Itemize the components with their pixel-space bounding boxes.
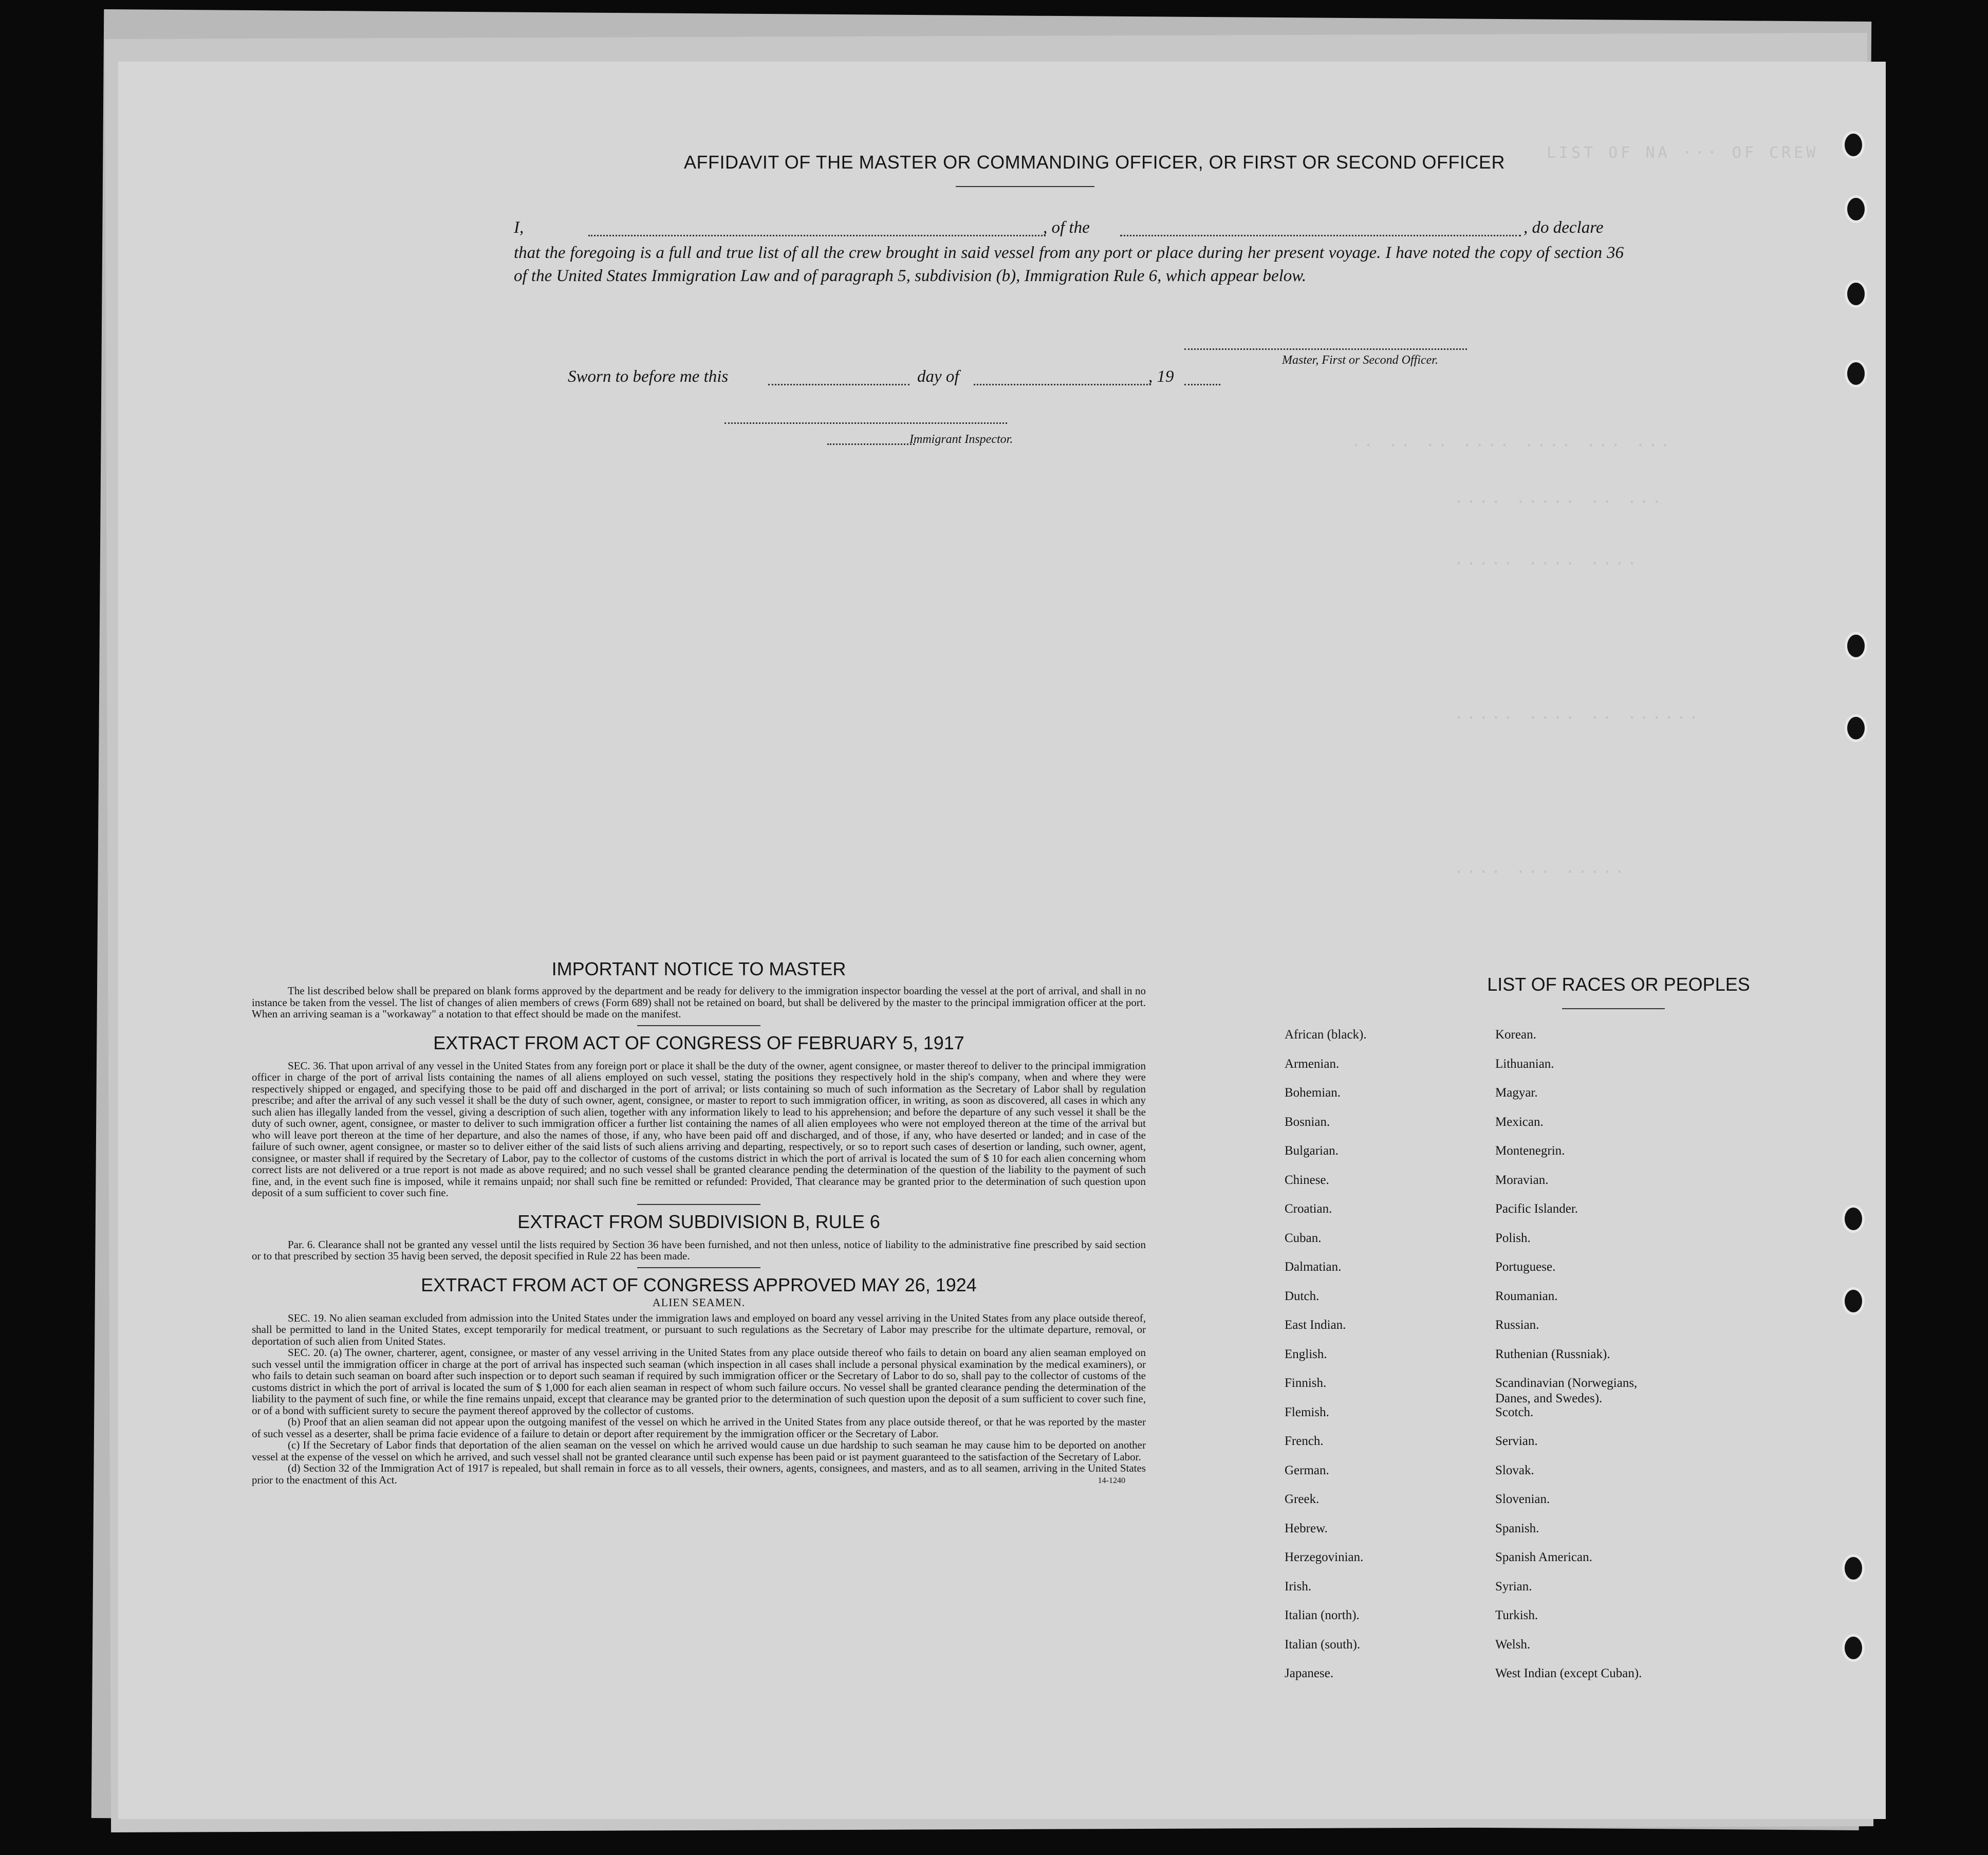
race-item: Croatian. — [1285, 1202, 1332, 1216]
form-code: 14-1240 — [1098, 1476, 1125, 1485]
inspector-dots — [827, 443, 915, 445]
race-item: English. — [1285, 1347, 1327, 1361]
inspector-signature-blank[interactable] — [724, 422, 1007, 424]
race-item: Greek. — [1285, 1492, 1320, 1506]
notice-title: IMPORTANT NOTICE TO MASTER — [551, 958, 846, 979]
race-item: Korean. — [1495, 1028, 1536, 1042]
race-item: Servian. — [1495, 1434, 1538, 1448]
extract-1917-block — [252, 1060, 1146, 1199]
affidavit-i: I, — [514, 218, 524, 237]
race-item: West Indian (except Cuban). — [1495, 1666, 1642, 1680]
race-item: Dutch. — [1285, 1289, 1320, 1303]
race-item: Italian (south). — [1285, 1637, 1361, 1652]
notice-text-block — [252, 985, 1146, 1020]
race-item: Hebrew. — [1285, 1521, 1328, 1535]
race-item: Spanish. — [1495, 1521, 1539, 1535]
binder-hole — [1845, 360, 1867, 387]
signature-blank[interactable] — [1184, 348, 1467, 350]
section-rule — [637, 1204, 760, 1205]
bleed-through: ···· ··· ····· — [1454, 863, 1627, 881]
inspector-label: Immigrant Inspector. — [909, 433, 1013, 446]
extract-1924-subtitle: ALIEN SEAMEN. — [652, 1295, 746, 1309]
race-item: Bohemian. — [1285, 1086, 1341, 1100]
signer-label: Master, First or Second Officer. — [1282, 354, 1438, 367]
race-item: Polish. — [1495, 1231, 1531, 1245]
races-title: LIST OF RACES OR PEOPLES — [1487, 974, 1750, 995]
race-item: Ruthenian (Russniak). — [1495, 1347, 1610, 1361]
race-item: French. — [1285, 1434, 1324, 1448]
affidavit-declare: , do declare — [1523, 218, 1604, 237]
year-blank[interactable] — [1184, 384, 1220, 385]
race-item: Bosnian. — [1285, 1115, 1330, 1129]
race-item: Welsh. — [1495, 1637, 1531, 1652]
extract-1924-para: SEC. 19. No alien seaman excluded from admission into the United States under the immigration laws and employed on board any vessel arriving in the United States from any place outside thereof, shall be permitted to land in the United States, except temporarily for medical treatment, or pursuant to such regulations as the Secretary of Labor may prescribe for the ultimate departure, removal, or deportation of such alien from United States. — [252, 1311, 1146, 1347]
race-item: Portuguese. — [1495, 1260, 1556, 1274]
day-of: day of — [917, 367, 959, 386]
binder-hole — [1842, 1554, 1865, 1582]
affidavit-of-the: , of the — [1043, 218, 1090, 237]
month-blank[interactable] — [974, 384, 1151, 385]
race-item: Bulgarian. — [1285, 1144, 1339, 1158]
extract-1924-para: SEC. 20. (a) The owner, charterer, agent, consignee, or master of any vessel arriving in the United States from any place outside thereof who fails to detain on board any alien seaman employed on such vessel until the immigration officer in charge at the port of arrival has inspected such seaman (which inspection in all cases shall include a personal physical examination by the medical examiners), or who fails to detain such seaman on board after such inspection or to deport such seaman if required by such immigration officer or the Secretary of Labor to do so, shall pay to the collector of customs of the customs district in which the port of arrival is located the sum of $ 1,000 for each alien seaman in respect of whom such failure occurs. No vessel shall be granted clearance pending the determination of the liability to the payment of such fine, or while the fine remains unpaid, except that clearance may be granted prior to the determination of such question upon the deposit of a sum sufficient to cover such fine, or of a bond with sufficient surety to secure the payment thereof approved by the collector of customs. — [252, 1346, 1146, 1417]
race-item: Syrian. — [1495, 1579, 1532, 1593]
extract-1924-title: EXTRACT FROM ACT OF CONGRESS APPROVED MAY 26, 1924 — [421, 1274, 977, 1295]
race-item: Russian. — [1495, 1318, 1539, 1332]
name-blank[interactable] — [588, 235, 1046, 236]
race-item: Slovak. — [1495, 1463, 1534, 1477]
race-item: Cuban. — [1285, 1231, 1322, 1245]
race-item: Roumanian. — [1495, 1289, 1558, 1303]
title-rule — [956, 186, 1094, 187]
binder-hole — [1845, 195, 1867, 223]
extract-1917-title: EXTRACT FROM ACT OF CONGRESS OF FEBRUARY 5, 1917 — [433, 1032, 964, 1053]
race-item: Italian (north). — [1285, 1608, 1360, 1622]
race-item: Lithuanian. — [1495, 1056, 1554, 1071]
section-rule — [637, 1025, 760, 1026]
title-rule — [1562, 1008, 1665, 1009]
year-prefix: , 19 — [1148, 367, 1174, 386]
affidavit-body-text: that the foregoing is a full and true list of all the crew brought in said vessel from any port or place during her present voyage. I have noted the copy of section 36 of the United States Immigration Law and of paragraph 5, subdivision (b), Immigration Rule 6, which appear below. — [514, 244, 1624, 285]
race-item: Scandinavian (Norwegians, — [1495, 1376, 1638, 1390]
bleed-through: ···· ····· ·· ··· — [1454, 493, 1665, 511]
extract-rule6-text: Par. 6. Clearance shall not be granted any vessel until the lists required by Section 36 have been furnished, and not then unless, notice of liability to the administrative fine prescribed by said section or to that prescribed by section 35 havig been served, the deposit specified in Rule 22 has been made. — [252, 1238, 1146, 1262]
bleed-through: ····· ···· ·· ······ — [1454, 709, 1702, 727]
binder-hole — [1842, 1634, 1865, 1662]
race-item: Finnish. — [1285, 1376, 1327, 1390]
race-item: African (black). — [1285, 1028, 1367, 1042]
race-item: Irish. — [1285, 1579, 1312, 1593]
binder-hole — [1842, 1287, 1865, 1315]
extract-1917-text: SEC. 36. That upon arrival of any vessel in the United States from any foreign port or place it shall be the duty of the owner, agent consignee, or master thereof to deliver to the principal immigration officer in charge of the port of arrival lists containing the names of all aliens employed on such vessel, stating the positions they respectively hold in the ship's company, when and where they were respectively shipped or engaged, and specifying those to be paid off and discharged in the port of arrival; or lists containing so much of such information as the Secretary of Labor shall by regulation prescribe; and after the arrival of any such vessel it shall be the duty of such owner, agent, consignee, or master to report to such immigration officer, in writing, as soon as discovered, all cases in which any such alien has illegally landed from the vessel, giving a description of such alien, together with any information likely to lead to his apprehension; and before the departure of any such vessel it shall be the duty of such owner, agent, consignee, or master to deliver to such immigration officer a further list containing the names of all alien employees who were not employed thereon at the time of the arrival but who will leave port thereon at the time of her departure, and also the names of those, if any, who have been paid off and discharged, and of those, if any, who have deserted or landed; and in case of the failure of such owner, agent consignee, or master so to deliver either of the said lists of such aliens arriving and departing, respectively, or so to report such cases of desertion or landing, such owner, agent, consignee, or master shall if required by the Secretary of Labor, pay to the collector of customs of the customs district in which the port of arrival is located the sum of $ 10 for each alien concerning whom correct lists are not delivered or a true report is not made as above required; and no such vessel shall be granted clearance pending the determination of the question of the liability to the payment of such fine, and, in the event such fine is imposed, while it remains unpaid; nor shall such fine be remitted or refunded: Provided, That clearance may be granted prior to the determination of such question upon deposit of a sum sufficient to cover such fine. — [252, 1059, 1146, 1199]
race-item: Chinese. — [1285, 1173, 1329, 1187]
extract-1924-para: (d) Section 32 of the Immigration Act of 1917 is repealed, but shall remain in force as to all vessels, their owners, agents, consignees, and masters, and as to all seamen, arriving in the United States prior to the enactment of this Act. — [252, 1462, 1146, 1486]
bleed-through: LIST OF NA ··· OF CREW — [1547, 144, 1819, 162]
binder-hole — [1845, 714, 1867, 742]
race-item: Dalmatian. — [1285, 1260, 1342, 1274]
notice-text: The list described below shall be prepared on blank forms approved by the department and be ready for delivery to the immigration inspector boarding the vessel at the port of arrival, and shall in no instance be taken from the vessel. The list of changes of alien members of crews (Form 689) shall not be retained on board, but shall be delivered by the master to the principal immigration officer at the port. When an arriving seaman is a "workaway" a notation to that effect should be made on the manifest. — [252, 985, 1146, 1020]
binder-hole — [1845, 280, 1867, 308]
affidavit-body — [514, 242, 1624, 288]
race-item: Flemish. — [1285, 1405, 1329, 1419]
race-item: Armenian. — [1285, 1056, 1340, 1071]
race-item: Danes, and Swedes). — [1495, 1392, 1603, 1405]
race-item: Scotch. — [1495, 1405, 1534, 1419]
sworn-prefix: Sworn to before me this — [568, 367, 729, 386]
race-item: Pacific Islander. — [1495, 1202, 1578, 1216]
extract-rule6-block — [252, 1239, 1146, 1262]
race-item: Japanese. — [1285, 1666, 1334, 1680]
race-item: Moravian. — [1495, 1173, 1549, 1187]
binder-hole — [1845, 632, 1867, 660]
extract-1924-para: (c) If the Secretary of Labor finds that deportation of the alien seaman on the vessel on which he arrived would cause un due hardship to such seaman he may cause him to be deported on another vessel at the expense of the vessel on which he arrived, and such vessel shall not be granted clearance until such expense has been paid or ist payment guaranteed to the satisfaction of the Secretary of Labor. — [252, 1439, 1146, 1463]
race-item: Slovenian. — [1495, 1492, 1550, 1506]
extract-rule6-title: EXTRACT FROM SUBDIVISION B, RULE 6 — [517, 1211, 880, 1232]
bleed-through: ····· ···· ···· — [1454, 555, 1640, 573]
race-item: East Indian. — [1285, 1318, 1346, 1332]
binder-hole — [1842, 1205, 1865, 1233]
extract-1924-block — [252, 1312, 1146, 1486]
race-item: German. — [1285, 1463, 1329, 1477]
race-item: Spanish American. — [1495, 1550, 1592, 1564]
race-item: Herzegovinian. — [1285, 1550, 1364, 1564]
vessel-blank[interactable] — [1120, 235, 1521, 236]
race-item: Montenegrin. — [1495, 1144, 1565, 1158]
section-rule — [637, 1267, 760, 1268]
form-page — [118, 62, 1886, 1819]
affidavit-title: AFFIDAVIT OF THE MASTER OR COMMANDING OFFICER, OR FIRST OR SECOND OFFICER — [684, 152, 1505, 173]
bleed-through: ·· ·· ·· ···· ···· ··· ··· — [1351, 437, 1673, 455]
race-item: Mexican. — [1495, 1115, 1544, 1129]
race-item: Magyar. — [1495, 1086, 1538, 1100]
race-item: Turkish. — [1495, 1608, 1538, 1622]
extract-1924-para: (b) Proof that an alien seaman did not appear upon the outgoing manifest of the vessel on which he arrived in the United States from any place outside thereof, or that he was reported by the master of such vessel as a deserter, shall be prima facie evidence of a failure to detain or deport after requirement by the immigration officer or the Secretary of Labor. — [252, 1416, 1146, 1440]
day-blank[interactable] — [768, 384, 909, 385]
binder-hole — [1842, 131, 1865, 159]
notices-column — [252, 958, 1146, 1486]
